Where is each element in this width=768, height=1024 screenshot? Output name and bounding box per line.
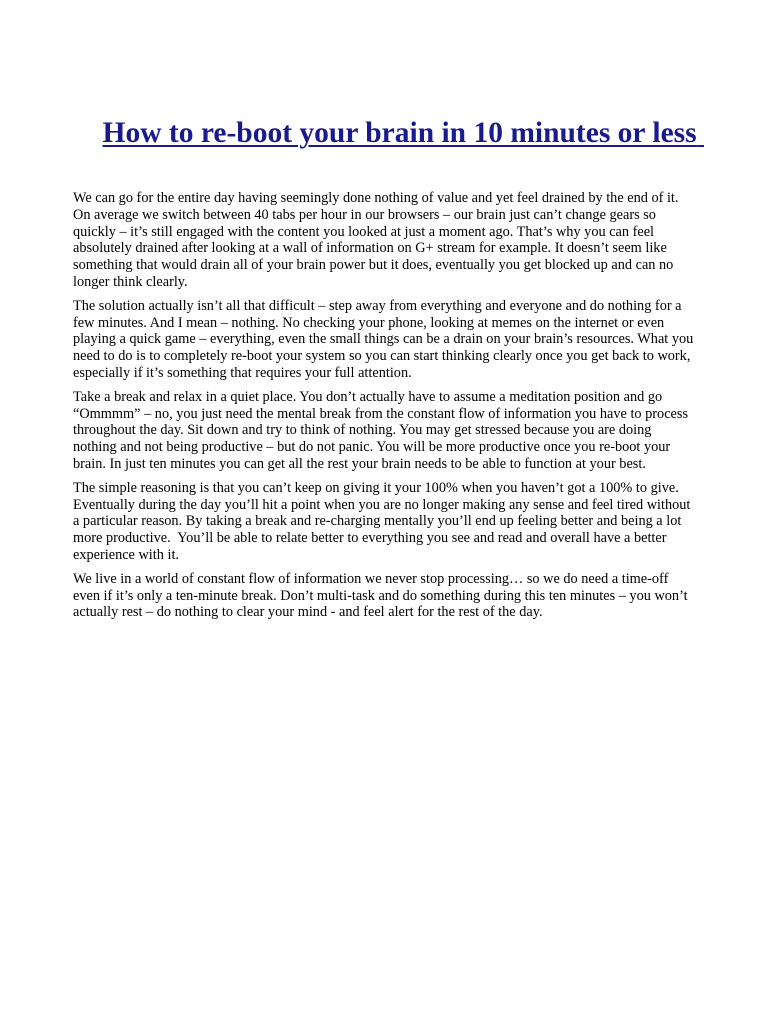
paragraph-1: We can go for the entire day having seemingly done nothing of value and yet feel drained by the end of it. On average we switch between 40 tabs per hour in our browsers – our brain just can’t change gears so quickly – it’s still engaged with the content you looked at just a moment ago. That’s why you can feel absolutely drained after looking at a wall of information on G+ stream for example. It doesn’t seem like something that would drain all of your brain power but it does, eventually you get blocked up and can no longer think clearly.	[73, 190, 683, 290]
paragraph-4: The simple reasoning is that you can’t keep on giving it your 100% when you haven’t got a 100% to give. Eventually during the day you’ll hit a point when you are no longer making any sense and feel tired without a particular reason. By taking a break and re-charging mentally you’ll end up feeling better and being a lot more productive. You’ll be able to relate better to everything you see and read and overall have a better experience with it.	[73, 479, 694, 563]
document-page	[73, 84, 704, 628]
paragraph-3: Take a break and relax in a quiet place. You don’t actually have to assume a meditation position and go “Ommmm” – no, you just need the mental break from the constant flow of information you have to process throughout the day. Sit down and try to think of nothing. You may get stressed because you are doing nothing and not being productive – but do not panic. You will be more productive once you re-boot your brain. In just ten minutes you can get all the rest your brain needs to be able to function at your best.	[73, 388, 692, 472]
article-title	[73, 84, 704, 183]
article-title-link[interactable]: How to re-boot your brain in 10 minutes or less	[102, 117, 704, 149]
paragraph-2: The solution actually isn’t all that difficult – step away from everything and everyone and do nothing for a few minutes. And I mean – nothing. No checking your phone, looking at memes on the internet or even playing a quick game – everything, even the small things can be a drain on your brain’s resources. What you need to do is to completely re-boot your system so you can start thinking clearly once you get back to work, especially if it’s something that requires your full attention.	[73, 297, 697, 381]
paragraph-5: We live in a world of constant flow of information we never stop processing… so we do need a time-off even if it’s only a ten-minute break. Don’t multi-task and do something during this ten minutes – you won’t actually rest – do nothing to clear your mind - and feel alert for the rest of the day.	[73, 570, 692, 621]
